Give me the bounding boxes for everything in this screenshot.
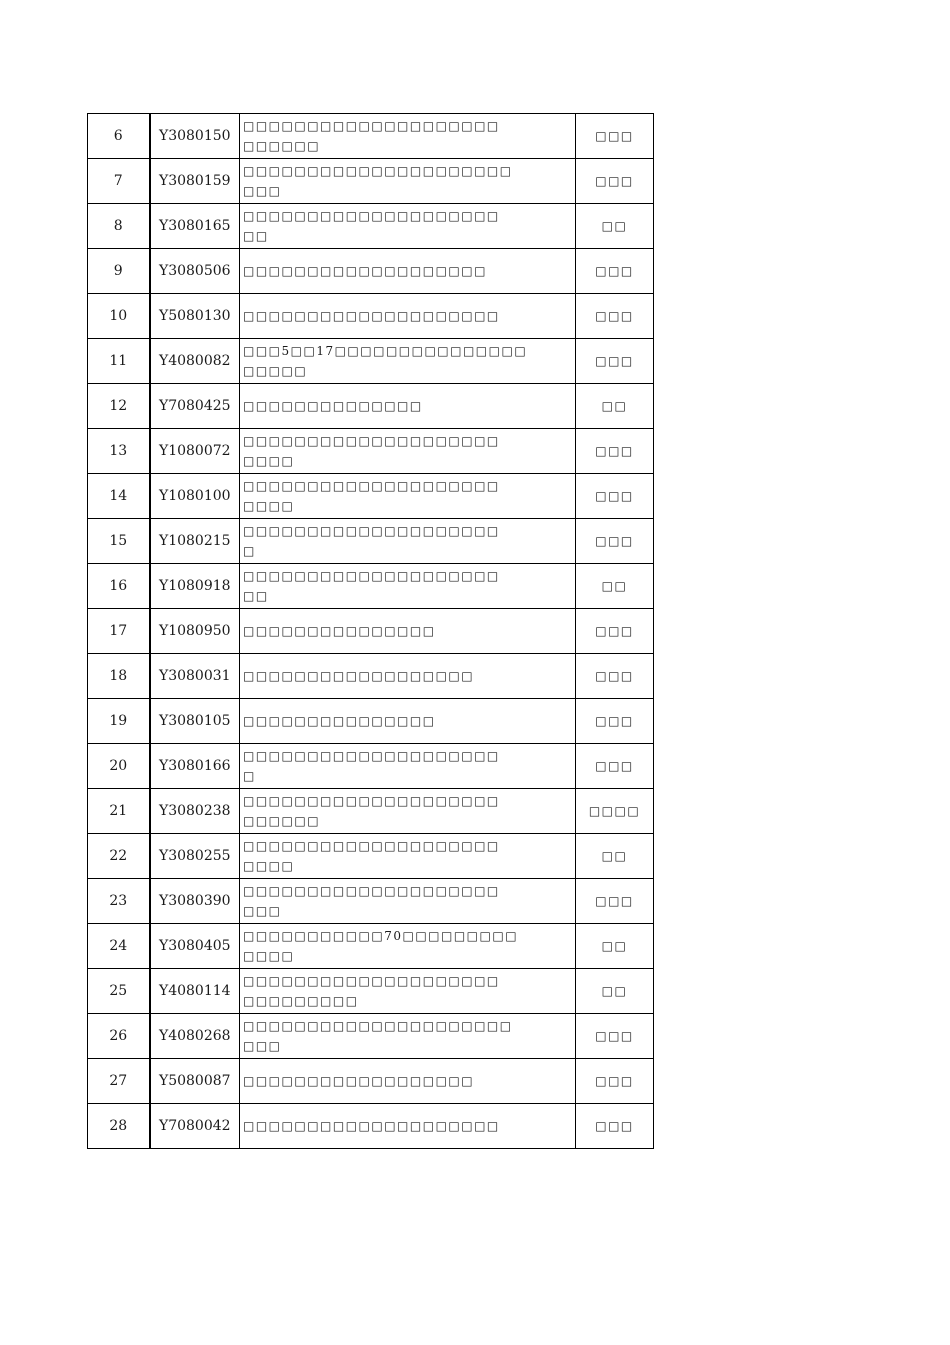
table-row	[88, 1104, 654, 1149]
table-row	[88, 924, 654, 969]
project-title-cell: □□□□□□□□□□□□□□□□□□□□ □□□□□□	[240, 114, 576, 159]
person-name-cell: □□□	[576, 294, 654, 339]
row-number-cell: 21	[88, 789, 150, 834]
row-number-cell: 12	[88, 384, 150, 429]
row-number-cell: 25	[88, 969, 150, 1014]
person-name-cell: □□□	[576, 1059, 654, 1104]
person-name-cell: □□	[576, 924, 654, 969]
project-title-cell: □□□□□□□□□□□□□□□□□□□□ □□□□	[240, 429, 576, 474]
project-title-cell: □□□□□□□□□□□□□□□	[240, 609, 576, 654]
table-row	[88, 204, 654, 249]
person-name-cell: □□□	[576, 519, 654, 564]
table-row	[88, 699, 654, 744]
project-code-cell: Y3080238	[150, 789, 240, 834]
person-name-cell: □□□	[576, 339, 654, 384]
table-row	[88, 834, 654, 879]
person-name-cell: □□□	[576, 249, 654, 294]
project-title-cell: □□□□□□□□□□□□□□□□□□□□ □	[240, 519, 576, 564]
project-title-cell: □□□□□□□□□□□□□□□□□□□□	[240, 1104, 576, 1149]
project-code-cell: Y3080405	[150, 924, 240, 969]
person-name-cell: □□□	[576, 474, 654, 519]
project-code-cell: Y4080268	[150, 1014, 240, 1059]
project-code-cell: Y4080114	[150, 969, 240, 1014]
project-title-cell: □□□□□□□□□□□70□□□□□□□□□ □□□□	[240, 924, 576, 969]
table-row	[88, 339, 654, 384]
person-name-cell: □□	[576, 204, 654, 249]
project-title-cell: □□□□□□□□□□□□□□□□□□□□ □□□	[240, 879, 576, 924]
project-title-cell: □□□□□□□□□□□□□□□□□□□□ □□	[240, 204, 576, 249]
project-code-cell: Y3080031	[150, 654, 240, 699]
table-row	[88, 159, 654, 204]
project-title-cell: □□□□□□□□□□□□□□□□□□□□ □□□□□□□□□	[240, 969, 576, 1014]
project-code-cell: Y1080918	[150, 564, 240, 609]
person-name-cell: □□	[576, 969, 654, 1014]
person-name-cell: □□□	[576, 114, 654, 159]
row-number-cell: 18	[88, 654, 150, 699]
project-code-cell: Y3080506	[150, 249, 240, 294]
project-title-cell: □□□□□□□□□□□□□□□	[240, 699, 576, 744]
row-number-cell: 24	[88, 924, 150, 969]
table-row	[88, 654, 654, 699]
project-code-cell: Y3080255	[150, 834, 240, 879]
project-title-cell: □□□□□□□□□□□□□□□□□□□□ □	[240, 744, 576, 789]
table-row	[88, 384, 654, 429]
project-title-cell: □□□5□□17□□□□□□□□□□□□□□□ □□□□□	[240, 339, 576, 384]
row-number-cell: 19	[88, 699, 150, 744]
row-number-cell: 9	[88, 249, 150, 294]
row-number-cell: 28	[88, 1104, 150, 1149]
project-code-cell: Y3080390	[150, 879, 240, 924]
row-number-cell: 14	[88, 474, 150, 519]
project-table-body	[88, 114, 654, 1149]
row-number-cell: 17	[88, 609, 150, 654]
row-number-cell: 6	[88, 114, 150, 159]
project-code-cell: Y7080042	[150, 1104, 240, 1149]
table-row	[88, 879, 654, 924]
project-code-cell: Y3080159	[150, 159, 240, 204]
person-name-cell: □□	[576, 384, 654, 429]
project-code-cell: Y3080150	[150, 114, 240, 159]
row-number-cell: 7	[88, 159, 150, 204]
table-row	[88, 789, 654, 834]
row-number-cell: 8	[88, 204, 150, 249]
person-name-cell: □□	[576, 834, 654, 879]
project-code-cell: Y5080130	[150, 294, 240, 339]
project-title-cell: □□□□□□□□□□□□□□□□□□□□ □□□□	[240, 834, 576, 879]
project-code-cell: Y3080166	[150, 744, 240, 789]
person-name-cell: □□□	[576, 1014, 654, 1059]
table-row	[88, 744, 654, 789]
person-name-cell: □□□	[576, 879, 654, 924]
project-title-cell: □□□□□□□□□□□□□□□□□□□□ □□	[240, 564, 576, 609]
table-row	[88, 474, 654, 519]
row-number-cell: 27	[88, 1059, 150, 1104]
project-title-cell: □□□□□□□□□□□□□□□□□□	[240, 1059, 576, 1104]
row-number-cell: 11	[88, 339, 150, 384]
project-code-cell: Y1080215	[150, 519, 240, 564]
table-row	[88, 294, 654, 339]
project-title-cell: □□□□□□□□□□□□□□□□□□□□ □□□□	[240, 474, 576, 519]
person-name-cell: □□	[576, 564, 654, 609]
project-title-cell: □□□□□□□□□□□□□□	[240, 384, 576, 429]
project-title-cell: □□□□□□□□□□□□□□□□□□□	[240, 249, 576, 294]
table-row	[88, 429, 654, 474]
table-row	[88, 1014, 654, 1059]
project-code-cell: Y1080100	[150, 474, 240, 519]
project-code-cell: Y7080425	[150, 384, 240, 429]
project-table	[87, 113, 654, 1149]
person-name-cell: □□□	[576, 654, 654, 699]
table-row	[88, 519, 654, 564]
row-number-cell: 22	[88, 834, 150, 879]
table-row	[88, 609, 654, 654]
row-number-cell: 10	[88, 294, 150, 339]
project-title-cell: □□□□□□□□□□□□□□□□□□□□□ □□□	[240, 1014, 576, 1059]
person-name-cell: □□□	[576, 609, 654, 654]
table-row	[88, 969, 654, 1014]
row-number-cell: 20	[88, 744, 150, 789]
row-number-cell: 13	[88, 429, 150, 474]
person-name-cell: □□□	[576, 429, 654, 474]
project-code-cell: Y1080072	[150, 429, 240, 474]
project-title-cell: □□□□□□□□□□□□□□□□□□□□	[240, 294, 576, 339]
project-title-cell: □□□□□□□□□□□□□□□□□□□□ □□□□□□	[240, 789, 576, 834]
project-title-cell: □□□□□□□□□□□□□□□□□□□□□ □□□	[240, 159, 576, 204]
project-code-cell: Y3080165	[150, 204, 240, 249]
row-number-cell: 15	[88, 519, 150, 564]
table-row	[88, 1059, 654, 1104]
person-name-cell: □□□	[576, 699, 654, 744]
table-row	[88, 564, 654, 609]
row-number-cell: 23	[88, 879, 150, 924]
project-title-cell: □□□□□□□□□□□□□□□□□□	[240, 654, 576, 699]
person-name-cell: □□□	[576, 744, 654, 789]
project-code-cell: Y5080087	[150, 1059, 240, 1104]
person-name-cell: □□□	[576, 1104, 654, 1149]
project-code-cell: Y4080082	[150, 339, 240, 384]
person-name-cell: □□□	[576, 159, 654, 204]
table-row	[88, 114, 654, 159]
person-name-cell: □□□□	[576, 789, 654, 834]
project-code-cell: Y1080950	[150, 609, 240, 654]
project-code-cell: Y3080105	[150, 699, 240, 744]
row-number-cell: 26	[88, 1014, 150, 1059]
row-number-cell: 16	[88, 564, 150, 609]
table-row	[88, 249, 654, 294]
